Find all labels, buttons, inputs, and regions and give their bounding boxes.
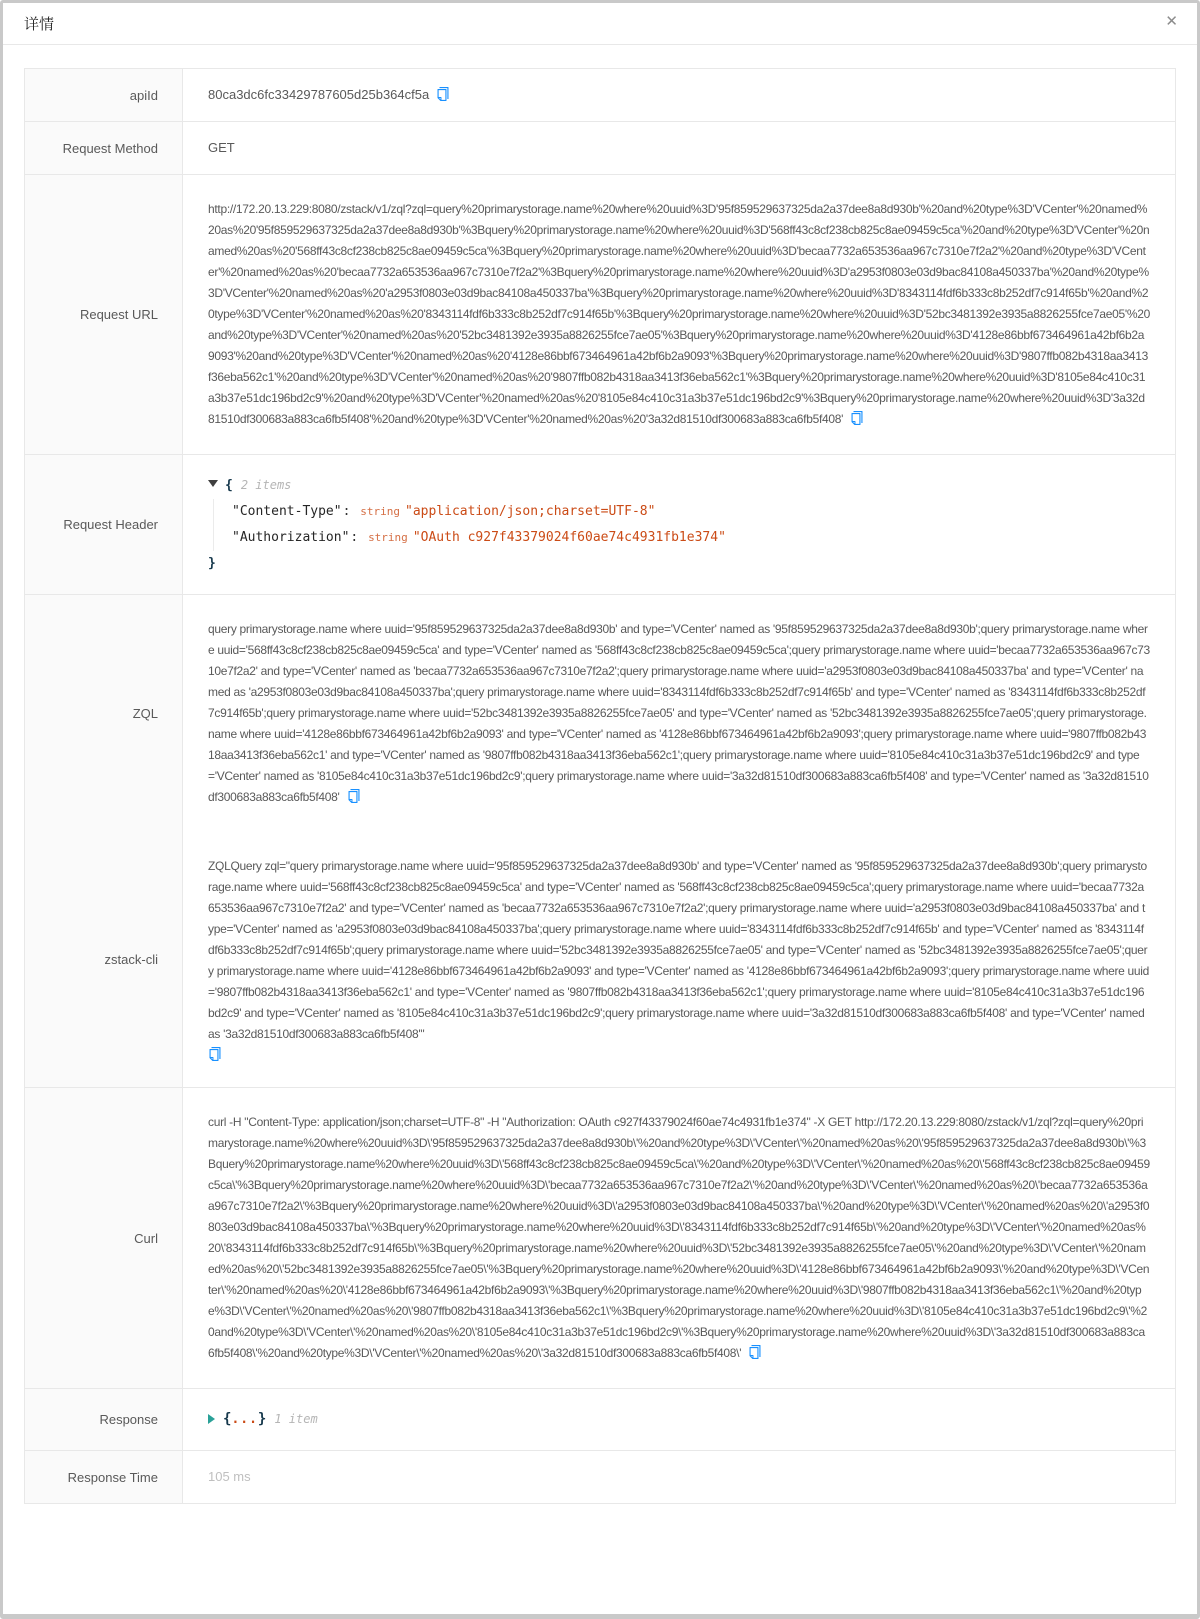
copy-icon[interactable] — [850, 411, 864, 425]
row-value-zql — [183, 595, 1175, 832]
json-close-brace: } — [208, 556, 216, 571]
row-value-zstack-cli — [183, 832, 1175, 1087]
row-label-curl: Curl — [25, 1088, 183, 1388]
row-value-response-time: 105 ms — [208, 1469, 251, 1484]
json-items-count: 2 items — [240, 478, 292, 492]
row-value-request-method: GET — [208, 140, 235, 155]
table-row-curl — [25, 1088, 1175, 1389]
row-label-apiid: apiId — [25, 69, 183, 121]
json-items-count: 1 item — [274, 1412, 318, 1426]
row-label-zstack-cli: zstack-cli — [25, 832, 183, 1087]
table-row-request-url — [25, 175, 1175, 455]
json-entry-content-type — [232, 499, 1150, 525]
json-value: " OAuth c927f43379024f60ae74c4931fb1e374 " — [413, 530, 726, 545]
json-type-label: string — [368, 531, 408, 544]
apiid-value: 80ca3dc6fc33429787605d25b364cf5a — [208, 87, 430, 102]
zql-value: query primarystorage.name where uuid='95f859529637325da2a37dee8a8d930b' and type='VCenter' named as '95f859529637325da2a37dee8a8d930b';query primarystorage.name where uuid='568ff43c8cf238cb825c8ae09459c5ca' and type='VCenter' named as '568ff43c8cf238cb825c8ae09459c5ca';query primarystorage.name where uuid='becaa7732a653536aa967c7310e7f2a2' and type='VCenter' named as 'becaa7732a653536aa967c7310e7f2a2';query primarystorage.name where uuid='a2953f0803e03d9bac84108a450337ba' and type='VCenter' named as 'a2953f0803e03d9bac84108a450337ba';query primarystorage.name where uuid='8343114fdf6b333c8b252df7c914f65b' and type='VCenter' named as '8343114fdf6b333c8b252df7c914f65b';query primarystorage.name where uuid='52bc3481392e3935a8826255fce7ae05' and type='VCenter' named as '52bc3481392e3935a8826255fce7ae05';query primarystorage.name where uuid='4128e86bbf673464961a42bf6b2a9093' and type='VCenter' named as '4128e86bbf673464961a42bf6b2a9093';query primarystorage.name where uuid='9807ffb082b4318aa3413f36eba562c1' and type='VCenter' named as '9807ffb082b4318aa3413f36eba562c1';query primarystorage.name where uuid='8105e84c410c31a3b37e51dc196bd2c9' and type='VCenter' named as '8105e84c410c31a3b37e51dc196bd2c9';query primarystorage.name where uuid='3a32d81510df300683a883ca6fb5f408' and type='VCenter' named as '3a32d81510df300683a883ca6fb5f408' — [208, 622, 1150, 804]
row-label-response-time: Response Time — [25, 1451, 183, 1503]
copy-icon[interactable] — [748, 1345, 762, 1359]
json-type-label: string — [360, 505, 400, 518]
json-key: " Authorization " — [232, 530, 349, 545]
table-row-response-time — [25, 1451, 1175, 1503]
json-collapsed-dots[interactable]: ... — [231, 1412, 258, 1427]
copy-line — [208, 1047, 1150, 1063]
table-row-request-header — [25, 455, 1175, 595]
row-label-request-method: Request Method — [25, 122, 183, 174]
json-entry-authorization — [232, 525, 1150, 551]
json-open-brace: { — [225, 478, 233, 493]
request-url-value: http://172.20.13.229:8080/zstack/v1/zql?zql=query%20primarystorage.name%20where%20uuid%3D'95f859529637325da2a37dee8a8d930b'%20and%20type%3D'VCenter'%20named%20as%20'95f859529637325da2a37dee8a8d930b'%3Bquery%20primarystorage.name%20where%20uuid%3D'568ff43c8cf238cb825c8ae09459c5ca'%20and%20type%3D'VCenter'%20named%20as%20'568ff43c8cf238cb825c8ae09459c5ca'%3Bquery%20primarystorage.name%20where%20uuid%3D'becaa7732a653536aa967c7310e7f2a2'%20and%20type%3D'VCenter'%20named%20as%20'becaa7732a653536aa967c7310e7f2a2'%3Bquery%20primarystorage.name%20where%20uuid%3D'a2953f0803e03d9bac84108a450337ba'%20and%20type%3D'VCenter'%20named%20as%20'a2953f0803e03d9bac84108a450337ba'%3Bquery%20primarystorage.name%20where%20uuid%3D'8343114fdf6b333c8b252df7c914f65b'%20and%20type%3D'VCenter'%20named%20as%20'8343114fdf6b333c8b252df7c914f65b'%3Bquery%20primarystorage.name%20where%20uuid%3D'52bc3481392e3935a8826255fce7ae05'%20and%20type%3D'VCenter'%20named%20as%20'52bc3481392e3935a8826255fce7ae05'%3Bquery%20primarystorage.name%20where%20uuid%3D'4128e86bbf673464961a42bf6b2a9093'%20and%20type%3D'VCenter'%20named%20as%20'4128e86bbf673464961a42bf6b2a9093'%3Bquery%20primarystorage.name%20where%20uuid%3D'9807ffb082b4318aa3413f36eba562c1'%20and%20type%3D'VCenter'%20named%20as%20'9807ffb082b4318aa3413f36eba562c1'%3Bquery%20primarystorage.name%20where%20uuid%3D'8105e84c410c31a3b37e51dc196bd2c9'%20and%20type%3D'VCenter'%20named%20as%20'8105e84c410c31a3b37e51dc196bd2c9'%3Bquery%20primarystorage.name%20where%20uuid%3D'3a32d81510df300683a883ca6fb5f408'%20and%20type%3D'VCenter'%20named%20as%20'3a32d81510df300683a883ca6fb5f408' — [208, 202, 1150, 426]
table-row-zql — [25, 595, 1175, 832]
row-value-curl — [183, 1088, 1175, 1388]
request-header-json-viewer — [208, 470, 1150, 579]
copy-icon[interactable] — [208, 1047, 222, 1061]
json-value: " application/json;charset=UTF-8 " — [405, 504, 655, 519]
json-key: " Content-Type " — [232, 504, 342, 519]
json-colon: : — [350, 530, 359, 545]
row-label-zql: ZQL — [25, 595, 183, 832]
row-label-response: Response — [25, 1389, 183, 1450]
expand-arrow-icon[interactable] — [208, 1414, 215, 1424]
collapse-arrow-icon[interactable] — [208, 480, 218, 487]
table-row-apiid — [25, 69, 1175, 122]
json-close-line — [208, 551, 1150, 577]
zstack-cli-value: ZQLQuery zql="query primarystorage.name where uuid='95f859529637325da2a37dee8a8d930b' and type='VCenter' named as '95f859529637325da2a37dee8a8d930b';query primarystorage.name where uuid='568ff43c8cf238cb825c8ae09459c5ca' and type='VCenter' named as '568ff43c8cf238cb825c8ae09459c5ca';query primarystorage.name where uuid='becaa7732a653536aa967c7310e7f2a2' and type='VCenter' named as 'becaa7732a653536aa967c7310e7f2a2';query primarystorage.name where uuid='a2953f0803e03d9bac84108a450337ba' and type='VCenter' named as 'a2953f0803e03d9bac84108a450337ba';query primarystorage.name where uuid='8343114fdf6b333c8b252df7c914f65b' and type='VCenter' named as '8343114fdf6b333c8b252df7c914f65b';query primarystorage.name where uuid='52bc3481392e3935a8826255fce7ae05' and type='VCenter' named as '52bc3481392e3935a8826255fce7ae05';query primarystorage.name where uuid='4128e86bbf673464961a42bf6b2a9093' and type='VCenter' named as '4128e86bbf673464961a42bf6b2a9093';query primarystorage.name where uuid='9807ffb082b4318aa3413f36eba562c1' and type='VCenter' named as '9807ffb082b4318aa3413f36eba562c1';query primarystorage.name where uuid='8105e84c410c31a3b37e51dc196bd2c9' and type='VCenter' named as '8105e84c410c31a3b37e51dc196bd2c9';query primarystorage.name where uuid='3a32d81510df300683a883ca6fb5f408' and type='VCenter' named as '3a32d81510df300683a883ca6fb5f408'" — [208, 859, 1150, 1041]
page-title: 详情 — [24, 16, 55, 33]
table-row-zstack-cli — [25, 832, 1175, 1088]
table-row-request-method — [25, 122, 1175, 175]
row-value-request-url — [183, 175, 1175, 454]
modal-body — [3, 45, 1197, 1504]
modal-header — [3, 3, 1197, 45]
copy-icon[interactable] — [347, 789, 361, 803]
json-children — [213, 499, 1150, 551]
close-icon[interactable]: ✕ — [1165, 13, 1178, 30]
row-label-request-header: Request Header — [25, 455, 183, 594]
row-value-response — [183, 1389, 1175, 1450]
json-open-brace: { — [223, 1411, 232, 1427]
json-close-brace: } — [257, 1411, 267, 1427]
row-value-request-header — [183, 455, 1175, 594]
row-value-apiid — [183, 69, 1175, 121]
json-colon: : — [342, 504, 351, 519]
row-label-request-url: Request URL — [25, 175, 183, 454]
response-json-viewer — [208, 1404, 1150, 1435]
detail-table — [24, 68, 1176, 1504]
copy-icon[interactable] — [436, 87, 450, 101]
json-root-line — [208, 472, 1150, 499]
curl-value: curl -H "Content-Type: application/json;charset=UTF-8" -H "Authorization: OAuth c927f43379024f60ae74c4931fb1e374" -X GET http://172.20.13.229:8080/zstack/v1/zql?zql=query%20primarystorage.name%20where%20uuid%3D\'95f859529637325da2a37dee8a8d930b\'%20and%20type%3D\'VCenter\'%20named%20as%20\'95f859529637325da2a37dee8a8d930b\'%3Bquery%20primarystorage.name%20where%20uuid%3D\'568ff43c8cf238cb825c8ae09459c5ca\'%20and%20type%3D\'VCenter\'%20named%20as%20\'568ff43c8cf238cb825c8ae09459c5ca\'%3Bquery%20primarystorage.name%20where%20uuid%3D\'becaa7732a653536aa967c7310e7f2a2\'%20and%20type%3D\'VCenter\'%20named%20as%20\'becaa7732a653536aa967c7310e7f2a2\'%3Bquery%20primarystorage.name%20where%20uuid%3D\'a2953f0803e03d9bac84108a450337ba\'%20and%20type%3D\'VCenter\'%20named%20as%20\'a2953f0803e03d9bac84108a450337ba\'%3Bquery%20primarystorage.name%20where%20uuid%3D\'8343114fdf6b333c8b252df7c914f65b\'%20and%20type%3D\'VCenter\'%20named%20as%20\'8343114fdf6b333c8b252df7c914f65b\'%3Bquery%20primarystorage.name%20where%20uuid%3D\'52bc3481392e3935a8826255fce7ae05\'%20and%20type%3D\'VCenter\'%20named%20as%20\'52bc3481392e3935a8826255fce7ae05\'%3Bquery%20primarystorage.name%20where%20uuid%3D\'4128e86bbf673464961a42bf6b2a9093\'%20and%20type%3D\'VCenter\'%20named%20as%20\'4128e86bbf673464961a42bf6b2a9093\'%3Bquery%20primarystorage.name%20where%20uuid%3D\'9807ffb082b4318aa3413f36eba562c1\'%20and%20type%3D\'VCenter\'%20named%20as%20\'9807ffb082b4318aa3413f36eba562c1\'%3Bquery%20primarystorage.name%20where%20uuid%3D\'8105e84c410c31a3b37e51dc196bd2c9\'%20and%20type%3D\'VCenter\'%20named%20as%20\'8105e84c410c31a3b37e51dc196bd2c9\'%3Bquery%20primarystorage.name%20where%20uuid%3D\'3a32d81510df300683a883ca6fb5f408\'%20and%20type%3D\'VCenter\'%20named%20as%20\'3a32d81510df300683a883ca6fb5f408\' — [208, 1115, 1150, 1360]
table-row-response — [25, 1389, 1175, 1451]
